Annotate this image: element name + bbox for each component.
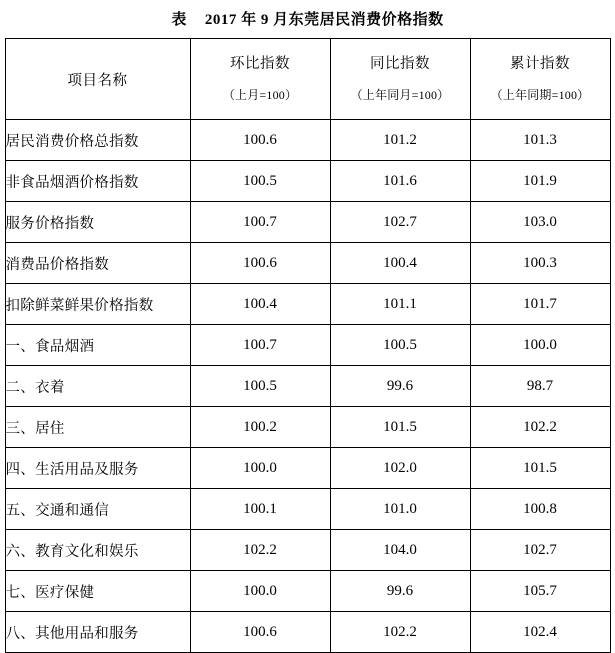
row-value-yoy: 99.6 <box>330 366 470 407</box>
header-cum-main: 累计指数 <box>510 55 570 72</box>
row-value-cum: 102.2 <box>470 407 610 448</box>
header-yoy-sub: （上年同月=100） <box>350 88 450 103</box>
header-month-on-month <box>190 39 330 120</box>
table-row <box>5 243 610 284</box>
row-value-mom: 100.7 <box>190 325 330 366</box>
row-label: 居民消费价格总指数 <box>5 120 190 161</box>
row-value-mom: 100.5 <box>190 366 330 407</box>
row-value-yoy: 101.2 <box>330 120 470 161</box>
page-title <box>0 0 615 38</box>
row-label: 六、教育文化和娱乐 <box>5 530 190 571</box>
row-value-mom: 100.4 <box>190 284 330 325</box>
header-year-on-year <box>330 39 470 120</box>
table-row <box>5 161 610 202</box>
table-row <box>5 571 610 612</box>
row-label: 一、食品烟酒 <box>5 325 190 366</box>
row-label: 七、医疗保健 <box>5 571 190 612</box>
header-project-name: 项目名称 <box>5 39 190 120</box>
title-text: 2017 年 9 月东莞居民消费价格指数 <box>204 12 444 28</box>
row-value-cum: 101.5 <box>470 448 610 489</box>
table-row <box>5 407 610 448</box>
row-value-cum: 101.3 <box>470 120 610 161</box>
row-value-mom: 100.1 <box>190 489 330 530</box>
row-value-mom: 100.0 <box>190 448 330 489</box>
row-value-mom: 100.2 <box>190 407 330 448</box>
row-value-mom: 100.5 <box>190 161 330 202</box>
row-value-cum: 101.7 <box>470 284 610 325</box>
row-value-cum: 100.3 <box>470 243 610 284</box>
row-value-cum: 101.9 <box>470 161 610 202</box>
row-label: 三、居住 <box>5 407 190 448</box>
row-value-yoy: 101.5 <box>330 407 470 448</box>
row-value-yoy: 101.0 <box>330 489 470 530</box>
row-value-cum: 100.8 <box>470 489 610 530</box>
row-value-yoy: 101.1 <box>330 284 470 325</box>
row-value-cum: 100.0 <box>470 325 610 366</box>
row-label: 二、衣着 <box>5 366 190 407</box>
table-row <box>5 120 610 161</box>
table-row <box>5 366 610 407</box>
row-value-mom: 100.7 <box>190 202 330 243</box>
row-value-cum: 103.0 <box>470 202 610 243</box>
row-label: 八、其他用品和服务 <box>5 612 190 653</box>
header-row <box>5 39 610 120</box>
table-row <box>5 284 610 325</box>
row-label: 四、生活用品及服务 <box>5 448 190 489</box>
row-value-cum: 105.7 <box>470 571 610 612</box>
row-value-yoy: 99.6 <box>330 571 470 612</box>
row-value-cum: 102.4 <box>470 612 610 653</box>
row-value-yoy: 102.2 <box>330 612 470 653</box>
row-value-yoy: 104.0 <box>330 530 470 571</box>
row-value-mom: 100.6 <box>190 612 330 653</box>
header-cumulative <box>470 39 610 120</box>
header-mom-main: 环比指数 <box>230 55 290 72</box>
row-label: 五、交通和通信 <box>5 489 190 530</box>
row-value-mom: 100.0 <box>190 571 330 612</box>
table-body <box>5 120 610 653</box>
header-mom-sub: （上月=100） <box>222 88 298 103</box>
row-label: 非食品烟酒价格指数 <box>5 161 190 202</box>
row-value-mom: 100.6 <box>190 120 330 161</box>
table-row <box>5 448 610 489</box>
table-row <box>5 489 610 530</box>
table-header <box>5 39 610 120</box>
row-value-mom: 100.6 <box>190 243 330 284</box>
row-value-mom: 102.2 <box>190 530 330 571</box>
row-value-yoy: 101.6 <box>330 161 470 202</box>
row-label: 扣除鲜菜鲜果价格指数 <box>5 284 190 325</box>
table-row <box>5 612 610 653</box>
table-label: 表 <box>171 12 187 28</box>
row-label: 服务价格指数 <box>5 202 190 243</box>
table-row <box>5 530 610 571</box>
table-row <box>5 325 610 366</box>
row-value-yoy: 102.0 <box>330 448 470 489</box>
row-value-cum: 102.7 <box>470 530 610 571</box>
row-value-yoy: 100.4 <box>330 243 470 284</box>
row-label: 消费品价格指数 <box>5 243 190 284</box>
row-value-yoy: 100.5 <box>330 325 470 366</box>
row-value-cum: 98.7 <box>470 366 610 407</box>
row-value-yoy: 102.7 <box>330 202 470 243</box>
header-cum-sub: （上年同期=100） <box>490 88 590 103</box>
header-yoy-main: 同比指数 <box>370 55 430 72</box>
table-row <box>5 202 610 243</box>
cpi-table <box>5 38 611 653</box>
